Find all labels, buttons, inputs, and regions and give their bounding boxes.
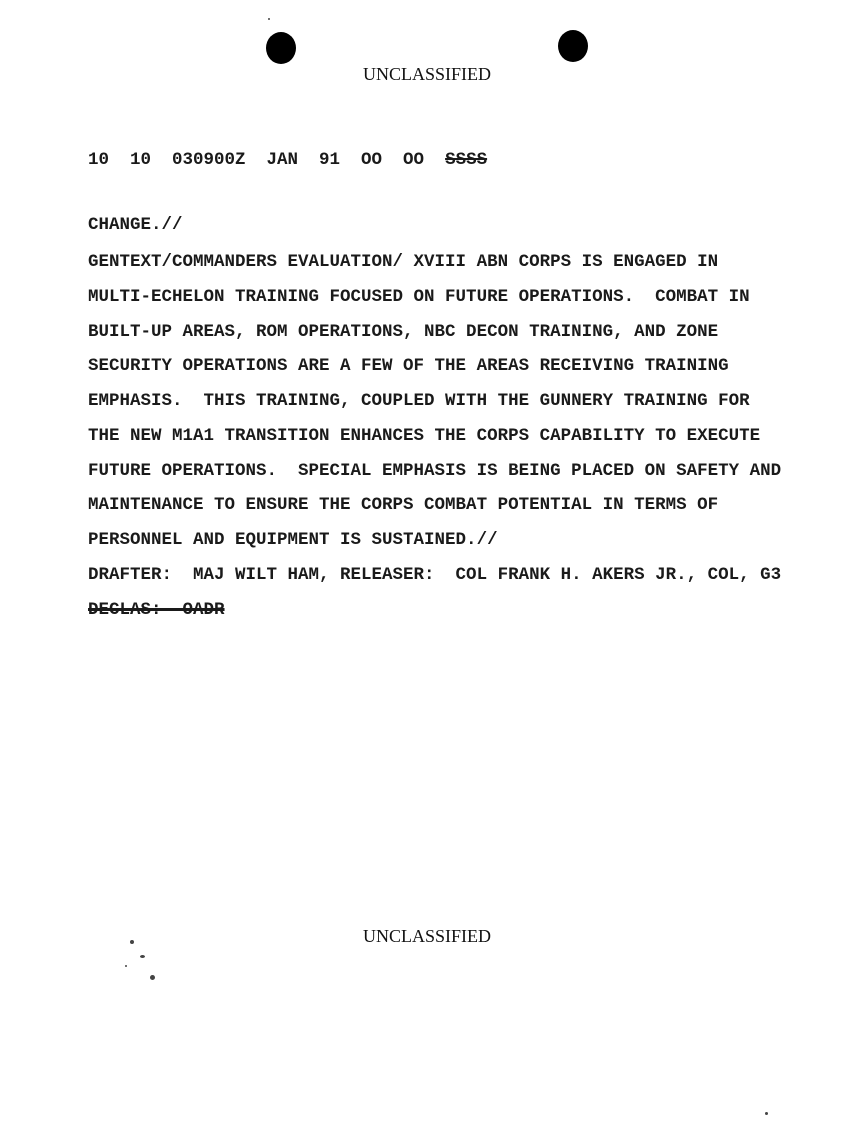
scan-speck — [130, 940, 134, 944]
scan-speck — [140, 955, 145, 958]
scan-speck — [125, 965, 127, 967]
punch-hole — [558, 30, 588, 62]
body-line: DRAFTER: MAJ WILT HAM, RELEASER: COL FRANK H. AKERS JR., COL, G3 — [88, 565, 782, 585]
dtg-struck-text: SSSS — [445, 150, 488, 170]
header-classification-text: UNCLASSIFIED — [362, 64, 491, 84]
body-line: EMPHASIS. THIS TRAINING, COUPLED WITH THE GUNNERY TRAINING FOR — [88, 391, 750, 411]
declas-struck: DECLAS: OADR — [88, 600, 225, 620]
scan-speck — [150, 975, 155, 980]
header-classification — [0, 64, 850, 85]
footer-classification — [0, 926, 850, 947]
body-line: SECURITY OPERATIONS ARE A FEW OF THE AREAS RECEIVING TRAINING — [88, 356, 729, 376]
body-line: THE NEW M1A1 TRANSITION ENHANCES THE CORPS CAPABILITY TO EXECUTE — [88, 426, 761, 446]
footer-classification-text: UNCLASSIFIED — [362, 926, 491, 946]
body-line: CHANGE.// — [88, 215, 183, 235]
body-line: MULTI-ECHELON TRAINING FOCUSED ON FUTURE OPERATIONS. COMBAT IN — [88, 287, 750, 307]
dtg-fields: 10 10 030900Z JAN 91 OO OO — [88, 150, 425, 170]
body-line: MAINTENANCE TO ENSURE THE CORPS COMBAT POTENTIAL IN TERMS OF — [88, 495, 719, 515]
body-line: GENTEXT/COMMANDERS EVALUATION/ XVIII ABN CORPS IS ENGAGED IN — [88, 252, 719, 272]
scan-speck — [268, 18, 270, 20]
body-line: PERSONNEL AND EQUIPMENT IS SUSTAINED.// — [88, 530, 498, 550]
body-line: BUILT-UP AREAS, ROM OPERATIONS, NBC DECON TRAINING, AND ZONE — [88, 322, 719, 342]
punch-hole — [266, 32, 296, 64]
scan-speck — [765, 1112, 768, 1115]
dtg-line — [88, 150, 487, 170]
body-line: FUTURE OPERATIONS. SPECIAL EMPHASIS IS BEING PLACED ON SAFETY AND — [88, 461, 782, 481]
